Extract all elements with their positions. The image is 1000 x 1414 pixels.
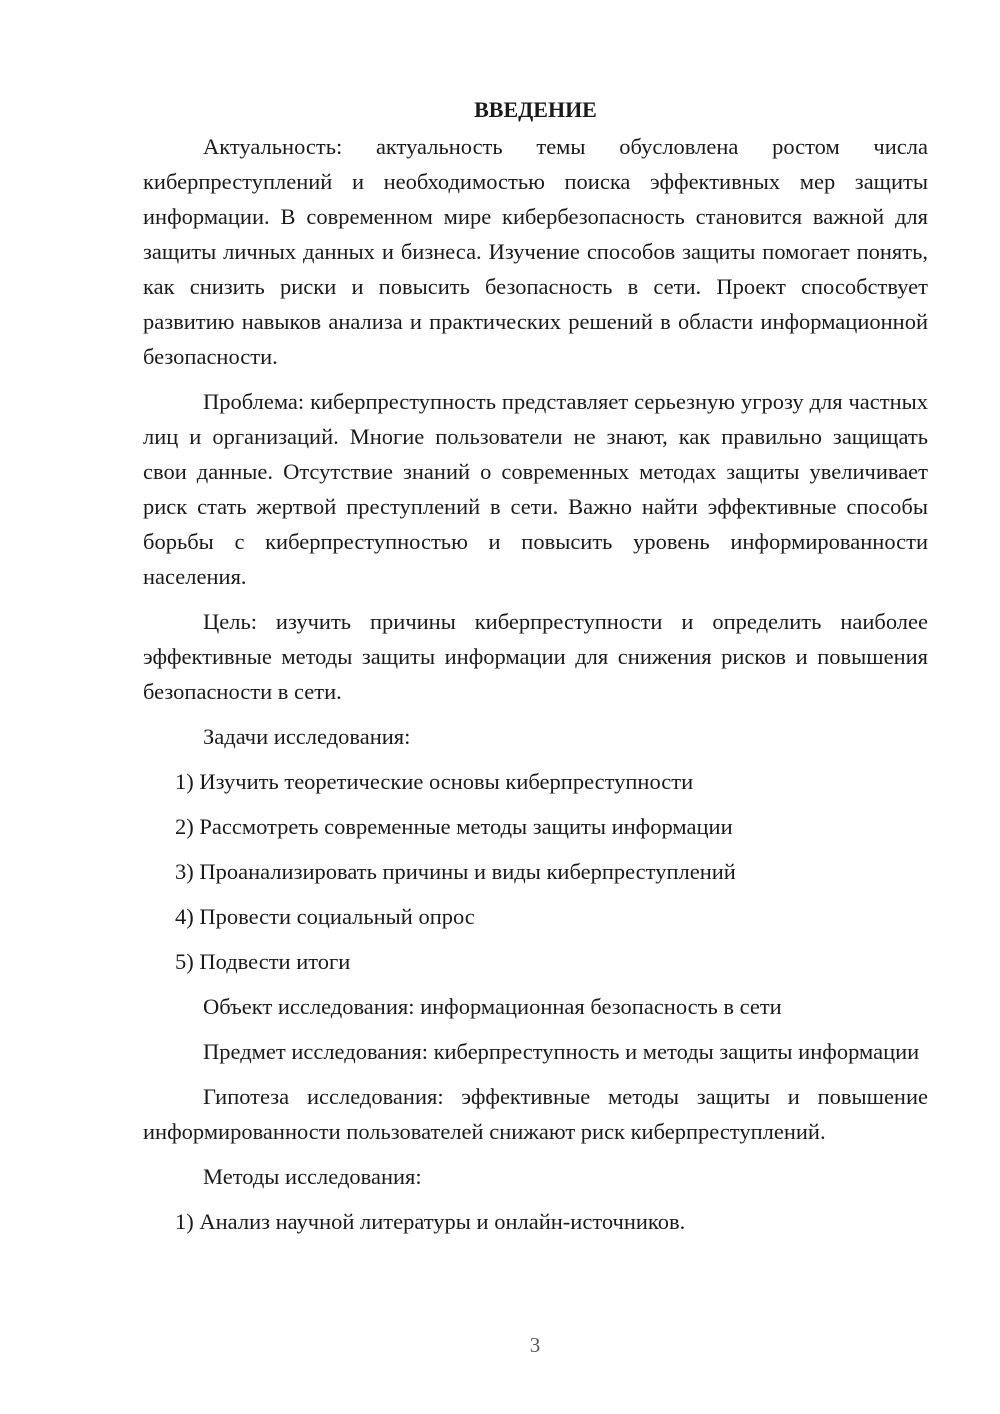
subject-paragraph: Предмет исследования: киберпреступность и методы защиты информации: [203, 1039, 920, 1064]
task-item-5: 5) Подвести итоги: [175, 949, 351, 974]
method-item-1: 1) Анализ научной литературы и онлайн-источников.: [175, 1209, 686, 1234]
hypothesis-paragraph: Гипотеза исследования: эффективные методы защиты и повышение информированности пользователей снижают риск киберпреступлений.: [143, 1084, 928, 1144]
task-item-1: 1) Изучить теоретические основы киберпреступности: [175, 769, 694, 794]
problem-paragraph: Проблема: киберпреступность представляет серьезную угрозу для частных лиц и организаций. Многие пользователи не знают, как правильно защищать свои данные. Отсутствие знаний о современных методах защиты увеличивает риск стать жертвой преступлений в сети. Важно найти эффективные способы борьбы с киберпреступностью и повысить уровень информированности населения.: [143, 389, 928, 589]
goal-paragraph: Цель: изучить причины киберпреступности и определить наиболее эффективные методы защиты информации для снижения рисков и повышения безопасности в сети.: [143, 609, 928, 704]
actuality-paragraph: Актуальность: актуальность темы обусловлена ростом числа киберпреступлений и необходимостью поиска эффективных мер защиты информации. В современном мире кибербезопасность становится важной для защиты личных данных и бизнеса. Изучение способов защиты помогает понять, как снизить риски и повысить безопасность в сети. Проект способствует развитию навыков анализа и практических решений в области информационной безопасности.: [143, 134, 928, 369]
tasks-heading: Задачи исследования:: [203, 724, 411, 749]
document-page: [143, 92, 928, 1249]
task-item-3: 3) Проанализировать причины и виды киберпреступлений: [175, 859, 736, 884]
task-item-2: 2) Рассмотреть современные методы защиты информации: [175, 814, 733, 839]
object-paragraph: Объект исследования: информационная безопасность в сети: [203, 994, 782, 1019]
task-item-4: 4) Провести социальный опрос: [175, 904, 475, 929]
document-title: ВВЕДЕНИЕ: [474, 97, 597, 122]
page-number: 3: [529, 1333, 541, 1357]
methods-heading: Методы исследования:: [203, 1164, 422, 1189]
